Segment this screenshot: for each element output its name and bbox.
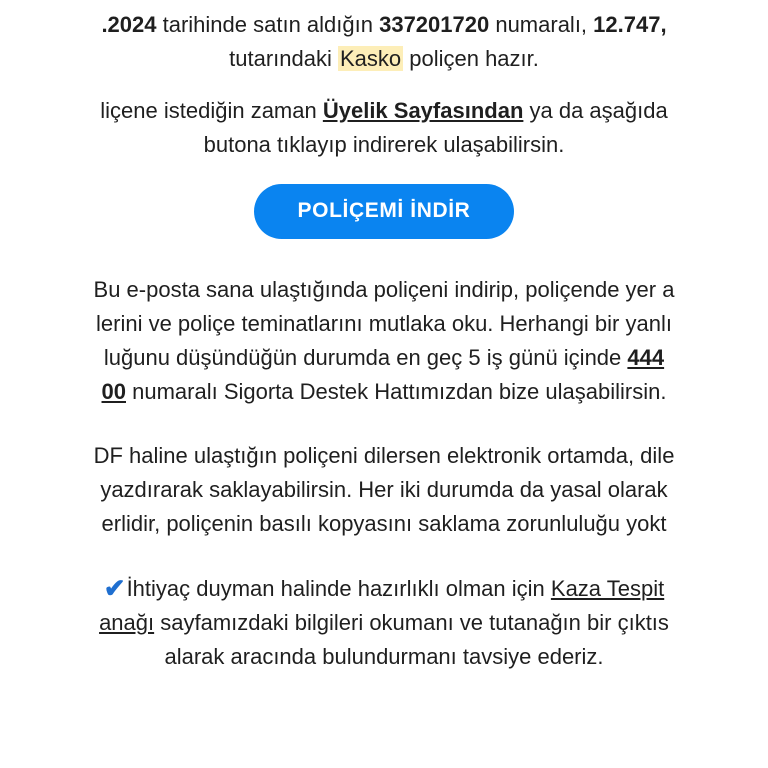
- access-line2: butona tıklayıp indirerek ulaşabilirsin.: [203, 132, 565, 157]
- product-name-highlight: Kasko: [339, 46, 402, 71]
- warning-line4: numaralı Sigorta Destek Hattımızdan bize ulaşabilirsin.: [126, 379, 667, 404]
- warning-line1: Bu e-posta sana ulaştığında poliçeni indirip, poliçende yer a: [93, 277, 675, 302]
- warning-paragraph: [0, 273, 768, 409]
- accident-tip-paragraph: [0, 571, 768, 674]
- pdf-info-line3: erlidir, poliçenin basılı kopyasını saklama zorunluluğu yokt: [101, 511, 667, 536]
- download-button-container: [0, 184, 768, 239]
- pdf-info-line1: DF haline ulaştığın poliçeni dilersen elektronik ortamda, dile: [93, 443, 675, 468]
- accident-report-link-part1[interactable]: Kaza Tespit: [550, 576, 665, 601]
- access-paragraph: [0, 94, 768, 162]
- support-phone-part1[interactable]: 444: [627, 345, 665, 370]
- pdf-info-line2: yazdırarak saklayabilirsin. Her iki durumda da yasal olarak: [100, 477, 668, 502]
- policy-intro-text-1: tarihinde satın aldığın: [156, 12, 380, 37]
- access-text-post: ya da aşağıda: [523, 98, 668, 123]
- policy-intro-line2-pre: tutarındaki: [229, 46, 338, 71]
- warning-line3: luğunu düşündüğün durumda en geç 5 iş günü içinde: [103, 345, 628, 370]
- accident-report-link-part2[interactable]: anağı: [99, 610, 155, 635]
- purchase-date: .2024: [101, 12, 157, 37]
- accident-tip-line2: sayfamızdaki bilgileri okumanı ve tutanağın bir çıktıs: [154, 610, 669, 635]
- support-phone-part2[interactable]: 00: [101, 379, 126, 404]
- policy-number: 337201720: [379, 12, 490, 37]
- policy-intro-text-2: numaralı,: [489, 12, 594, 37]
- accident-tip-line3: alarak aracında bulundurmanı tavsiye ederiz.: [164, 644, 604, 669]
- accident-tip-line1: İhtiyaç duyman halinde hazırlıklı olman için: [126, 576, 551, 601]
- membership-page-link[interactable]: Üyelik Sayfasından: [322, 98, 524, 123]
- pdf-info-paragraph: [0, 439, 768, 541]
- warning-line2: lerini ve poliçe teminatlarını mutlaka oku. Herhangi bir yanlı: [96, 311, 672, 336]
- policy-intro-paragraph: [0, 8, 768, 76]
- check-icon: ✔: [103, 573, 126, 603]
- download-policy-button[interactable]: POLİÇEMİ İNDİR: [254, 184, 515, 239]
- policy-amount: 12.747,: [593, 12, 667, 37]
- email-content: [0, 8, 768, 674]
- policy-intro-line2-post: poliçen hazır.: [403, 46, 539, 71]
- access-text-pre: liçene istediğin zaman: [100, 98, 323, 123]
